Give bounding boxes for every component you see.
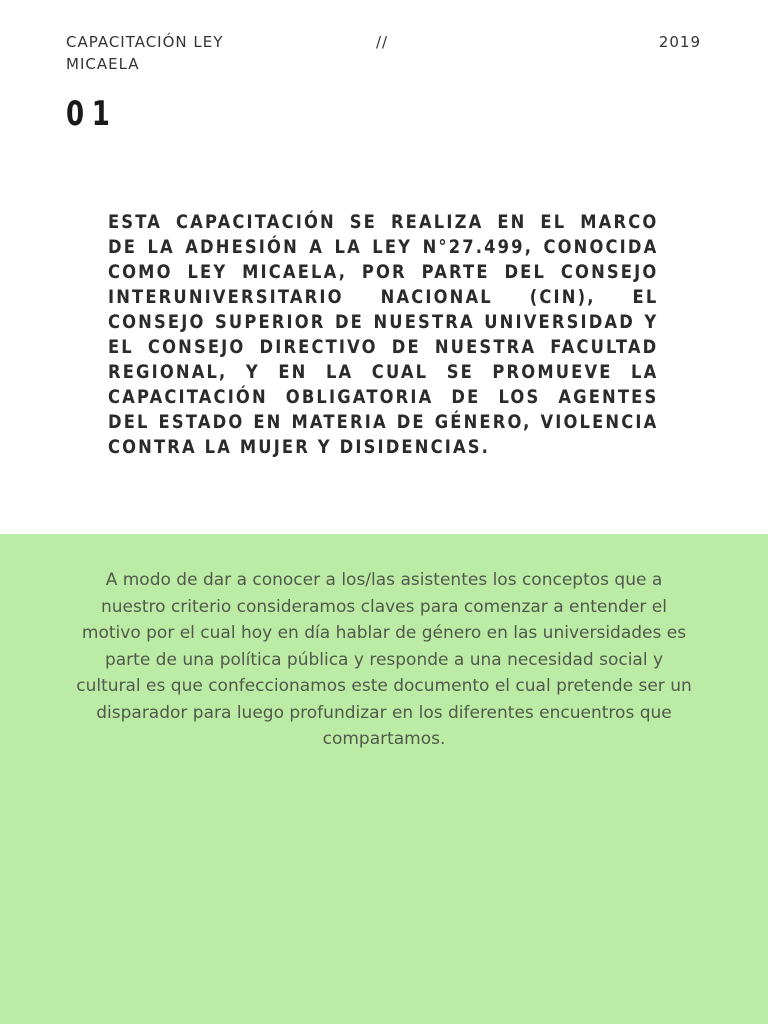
intro-paragraph: ESTA CAPACITACIÓN SE REALIZA EN EL MARCO DE LA ADHESIÓN A LA LEY N°27.499, CONOCIDA COMO LEY MICAELA, POR PARTE DEL CONSEJO INTERUNIVERSITARIO NACIONAL (CIN), EL CONSEJO SUPERIOR DE NUESTRA UNIVERSIDAD Y EL CONSEJO DIRECTIVO DE NUESTRA FACULTAD REGIONAL, Y EN LA CUAL SE PROMUEVE LA CAPACITACIÓN OBLIGATORIA DE LOS AGENTES DEL ESTADO EN MATERIA DE GÉNERO, VIOLENCIA CONTRA LA MUJER Y DISIDENCIAS. — [108, 211, 659, 458]
bottom-section — [0, 534, 768, 1024]
body-paragraph: A modo de dar a conocer a los/las asistentes los conceptos que a nuestro criterio consideramos claves para comenzar a entender el motivo por el cual hoy en día hablar de género en las universidades es parte de una política pública y responde a una necesidad social y cultural es que confeccionamos este documento el cual pretende ser un disparador para luego profundizar en los diferentes encuentros que compartamos. — [76, 570, 692, 749]
page-number: 01 — [66, 94, 118, 134]
document-title: CAPACITACIÓN LEY MICAELA — [66, 33, 224, 73]
header-year: 2019 — [658, 33, 701, 51]
header-separator: // — [376, 33, 389, 51]
